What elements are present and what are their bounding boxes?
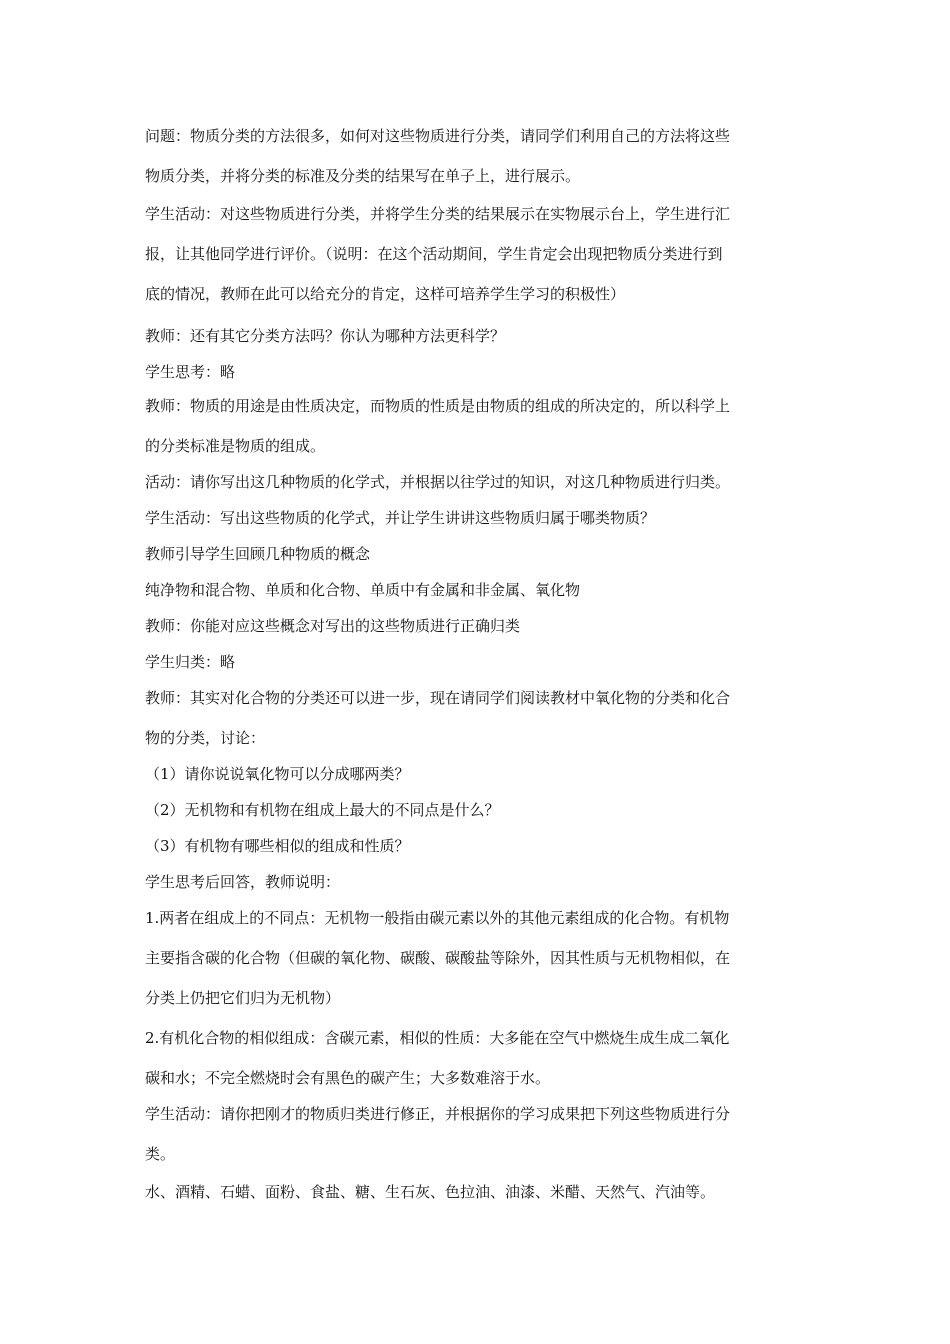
text-line: （3）有机物有哪些相似的组成和性质？: [145, 837, 410, 855]
text-line: 的分类标准是物质的组成。: [145, 437, 326, 455]
text-line: （1）请你说说氧化物可以分成哪两类？: [145, 765, 410, 783]
text-line: 学生思考：略: [145, 363, 236, 381]
text-line: 碳和水；不完全燃烧时会有黑色的碳产生；大多数难溶于水。: [145, 1069, 551, 1087]
text-line: 问题：物质分类的方法很多，如何对这些物质进行分类，请同学们利用自己的方法将这些: [145, 127, 731, 145]
text-line: 水、酒精、石蜡、面粉、食盐、糖、生石灰、色拉油、油漆、米醋、天然气、汽油等。: [145, 1183, 716, 1201]
text-line: 学生活动：对这些物质进行分类，并将学生分类的结果展示在实物展示台上，学生进行汇: [145, 205, 731, 223]
text-line: 教师：你能对应这些概念对写出的这些物质进行正确归类: [145, 617, 521, 635]
text-line: 教师：其实对化合物的分类还可以进一步，现在请同学们阅读教材中氧化物的分类和化合: [145, 689, 731, 707]
paragraph-question-3: [145, 826, 810, 866]
text-line: 1.两者在组成上的不同点：无机物一般指由碳元素以外的其他元素组成的化合物。有机物: [145, 909, 730, 927]
text-line: 分类上仍把它们归为无机物）: [145, 989, 341, 1007]
paragraph-teacher-classify: [145, 606, 810, 646]
text-line: 底的情况，教师在此可以给充分的肯定，这样可培养学生学习的积极性）: [145, 285, 626, 303]
paragraph-teacher-question: [145, 316, 810, 356]
paragraph-substance-list: [145, 1172, 810, 1212]
text-line: 学生活动：请你把刚才的物质归类进行修正，并根据你的学习成果把下列这些物质进行分: [145, 1105, 731, 1123]
paragraph-activity: [145, 462, 810, 502]
paragraph-teacher-explanation: [145, 386, 810, 466]
paragraph-question: [145, 116, 810, 196]
paragraph-student-activity-3: [145, 1094, 810, 1174]
text-line: （2）无机物和有机物在组成上最大的不同点是什么？: [145, 801, 500, 819]
paragraph-question-1: [145, 754, 810, 794]
paragraph-student-answer: [145, 862, 810, 902]
text-line: 物的分类，讨论：: [145, 729, 266, 747]
paragraph-point-2: [145, 1018, 810, 1098]
paragraph-teacher-guide: [145, 534, 810, 574]
text-line: 学生思考后回答，教师说明：: [145, 873, 341, 891]
text-line: 类。: [145, 1145, 176, 1163]
text-line: 活动：请你写出这几种物质的化学式，并根据以往学过的知识，对这几种物质进行归类。: [145, 473, 731, 491]
paragraph-point-1: [145, 898, 810, 1018]
text-line: 学生活动：写出这些物质的化学式，并让学生讲讲这些物质归属于哪类物质？: [145, 509, 656, 527]
paragraph-question-2: [145, 790, 810, 830]
text-line: 教师：物质的用途是由性质决定，而物质的性质是由物质的组成的所决定的，所以科学上: [145, 397, 731, 415]
text-line: 教师：还有其它分类方法吗？你认为哪种方法更科学？: [145, 327, 506, 345]
text-line: 纯净物和混合物、单质和化合物、单质中有金属和非金属、氧化物: [145, 581, 581, 599]
text-line: 学生归类：略: [145, 653, 236, 671]
paragraph-student-activity-1: [145, 194, 810, 314]
text-line: 报，让其他同学进行评价。（说明：在这个活动期间，学生肯定会出现把物质分类进行到: [145, 245, 723, 263]
paragraph-student-classify: [145, 642, 810, 682]
text-line: 教师引导学生回顾几种物质的概念: [145, 545, 371, 563]
paragraph-concepts: [145, 570, 810, 610]
paragraph-student-activity-2: [145, 498, 810, 538]
text-line: 2.有机化合物的相似组成：含碳元素，相似的性质：大多能在空气中燃烧生成生成二氧化: [145, 1029, 730, 1047]
text-line: 主要指含碳的化合物（但碳的氧化物、碳酸、碳酸盐等除外，因其性质与无机物相似，在: [145, 949, 731, 967]
paragraph-teacher-further: [145, 678, 810, 758]
text-line: 物质分类，并将分类的标准及分类的结果写在单子上，进行展示。: [145, 167, 581, 185]
